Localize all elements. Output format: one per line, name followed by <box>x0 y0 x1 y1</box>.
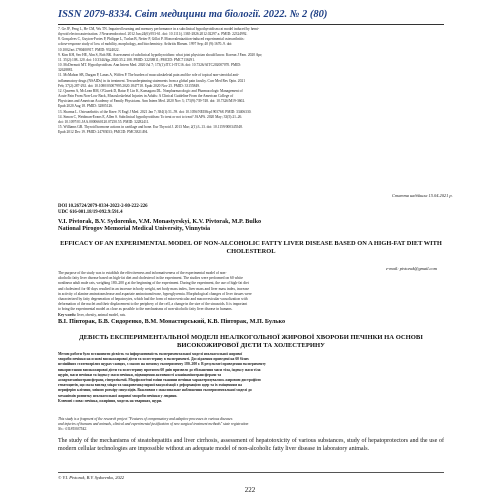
abstract-ua-line: використання високожирової дієти та холестерину протягом 60 днів призвело до збільшення маси тіла, індексу маси тіла <box>58 367 261 372</box>
reference-line: 32628881. <box>58 68 74 73</box>
doi-block <box>58 204 148 216</box>
reference-line: 15. Williams GR. Thyroid hormone actions in cartilage and bone. Eur Thyroid J. 2013 Mar; 2(1):3–13. doi: 10.1159/000345548. <box>58 124 243 129</box>
page-number: 222 <box>244 486 256 494</box>
funding-note-line: No.: 0118U007542. <box>58 427 88 432</box>
reference-line: Epub 2012 Dec 19. PMID: 24783033; PMCID: PMC3821494. <box>58 130 149 135</box>
reference-line: 8. Gonçalves C, Guyton-Fortes P, Philippe L, Turlan B, Neiter P, Gillot P. Monovalentazition-induced experimental osteoarthritis: <box>58 37 245 42</box>
reference-line: 10. McDermott MT. Hypothyroidism. Ann Intern Med. 2020 Jul 7; 173(1):ITC1-ITC16. doi: 10.7326/AITC202007070. PMID: <box>58 63 242 68</box>
abstract-en-line: The purpose of the study was to establish the effectiveness and informativeness of the experimental model of non- <box>58 271 227 275</box>
abstract-en-line: characterized by fatty degeneration of hepatocytes, which had the form of microvesicular and macrovesicular vacuolization with <box>58 297 248 302</box>
journal-header: ISSN 2079-8334. Світ медицини та біології. 2022. № 2 (80) <box>58 6 444 25</box>
authors-ua: В.І. Півторак, Б.В. Сидоренко, В.М. Монастирський, К.В. Півторак, М.П. Булько <box>58 318 286 325</box>
reference-line: thyroid electrocauterisation. J Neuroendocrinol. 2012 Jun;24(6):953-61. doi: 10.1111/j.1365-2826.2012.02297.x. PMID: 22324992. <box>58 32 248 37</box>
copyright: © V.I. Pivtorak, B.V. Sydorenko, 2022 <box>58 475 125 480</box>
abstract-en-line: in activity of alanine aminotransferase and aspartate aminotransferase, hyperglycemia. Morphological changes of liver tissues were <box>58 291 252 296</box>
reference-line: 13. Sharma L. Osteoarthritis of the Knee. N Engl J Med. 2021 Jan 7; 384(1):51–59. doi: 10.1056/NEJMcp1903768. PMID: 33406330. <box>58 109 252 114</box>
reference-list <box>58 27 448 135</box>
keywords-ua-value: печінка, ожиріння, модель на тваринах, щури. <box>84 398 163 403</box>
reference-line: doi: 10.1097/01.JAA.0000660120.07250.55. PMID: 32282411. <box>58 119 150 124</box>
body-paragraph: The study of the mechanisms of steatohepatitis and liver cirrhosis, assessment of hepatotoxicity of various substances, study of hepatoprotectors and the use of modern cellular technologies are impossible without an adequate model of non-alcoholic fatty liver disease in laboratory animals. <box>58 438 444 452</box>
reference-line: inflammatory drugs (NSAIDs) in its treatment. Ten underpinning statements from a global pain faculty. Curr Med Res Opin. 2021 <box>58 78 245 83</box>
email: e-mail: pivtorak@gmail.com <box>386 266 437 271</box>
reference-line: 10.1002/art.1780400917. PMID: 9324022. <box>58 47 120 52</box>
authors-en-block <box>58 218 444 233</box>
abstract-ua-line: щурів, маси печінки та індексу маси печінки, підвищення активності аланінамінотрансферази та <box>58 372 222 377</box>
abstract-ua-line: Метою роботи було встановити дієвість та інформативність експериментальної моделі неалкогольної жирової <box>58 352 243 356</box>
abstract-en-line: deformation of the nuclei and their displacement to the periphery of the cell, a change in the size of the sinusoids. It is important <box>58 302 248 307</box>
keywords-en-label: Key words: <box>58 312 78 317</box>
reference-line: 12. Qaseem A, McLean RM, O'Gurek D, Batur P, Lin K, Kansagara DL. Nonpharmacologic and Pharmacologic Management of <box>58 88 243 93</box>
keywords-en-value: liver, obesity, animal model, rats. <box>77 312 127 317</box>
authors-en: V.I. Pivtorak, B.V. Sydorenko, V.M. Monastyrskyi, K.V. Pivtorak, M.P. Bulko <box>58 218 262 225</box>
reference-line: Feb; 37(2):287-292. doi: 10.1080/03007995.2020.1847718. Epub 2020 Nov 25. PMID: 33155849. <box>58 83 200 88</box>
affiliation-en: National Pirogov Memorial Medical University, Vinnytsia <box>58 225 211 233</box>
reference-line: 9. Kim KH, Seo HE, Ahn S, Boh BK. Assessment of subclinical hypothyroidism: what joint physician should know. Korean J Fam. 2020 Apr; <box>58 52 263 57</box>
keywords-ua-label: Ключові слова: <box>58 398 85 403</box>
abstract-en-line: and cholesterol for 60 days resulted in an increase in body weight, net body mass index, liver mass and liver mass index, increase <box>58 286 249 291</box>
reference-line: Physicians and American Academy of Family Physicians. Ann Intern Med. 2020 Nov 3; 173(9):739-748. doi: 10.7326/M19-3602. <box>58 99 246 104</box>
footer-divider <box>58 472 444 473</box>
abstract-en-line: to bring the experimental model as close as possible to the mechanisms of non-alcoholic fatty liver disease in humans. <box>58 307 233 312</box>
udc: UDC 616-001.18/19-092.9:591.4 <box>58 210 123 215</box>
abstract-ua-line: механізмів розвитку неалкогольної жирової хвороби печінки у людини. <box>58 393 178 398</box>
funding-note-line: and injuries of humans and animals, clinical and experimental justification of new surgical treatment methods" state registration <box>58 422 249 427</box>
abstract-ua-line: аспартатамінотрансферази, гіперглікемії. Морфологічні зміни тканини печінки характеризувались жировою дистрофією <box>58 378 261 383</box>
reference-line: a dose-response study of loss of mobility, morphology, and biochemistry. Arthritis Rheum. 1997 Sep; 40 (9):1670–9. doi: <box>58 42 233 47</box>
reference-line: 11. McMahon SB, Dargan P, Lanas A, Wiffen P. The burden of musculoskeletal pain and the role of topical non-steroidal anti- <box>58 73 240 78</box>
reference-line: Acute Pain From Non-Low Back, Musculoskeletal Injuries in Adults: A Clinical Guideline From the American College of <box>58 94 234 99</box>
title-en: EFFICACY OF AN EXPERIMENTAL MODEL OF NON-ALCOHOLIC FATTY LIVER DISEASE BASED ON A HIGH-FAT DIET WITH CHOLESTEROL <box>60 240 442 255</box>
reference-line: 7. Ge JF, Peng L, He CM, Wu TN. Impaired learning and memory performance in a subclinical hypothyroidism rat model induced by hemi- <box>58 27 260 31</box>
abstract-ua-line: периферію клітини, зміною розміру синусоїдів. Важливим є максимальне наближення експериментальної моделі до <box>58 388 252 393</box>
abstract-en-line: alcoholic fatty liver disease based on high-fat diet and cholesterol in the experiment. The studies were performed on 60 white <box>58 276 243 281</box>
abstract-ua-line: хвороби печінки на основі високожирової дієти та холестерину в експерименті. Дослідження проведені на 60 білих <box>58 357 249 362</box>
abstract-ua-line: нелінійних статевозрілих щурах-самцях, з масою на початку експерименту 180–200 г. В результаті проведення експерименту <box>58 362 266 367</box>
doi: DOI 10.26724/2079-8334-2022-2-80-222-226 <box>58 204 148 209</box>
received-date: Стаття надійшла 15.04.2021 р. <box>392 193 453 198</box>
reference-line: 14. Simon C, Weidman-Evans E, Allen S. Subclinical hypothyroidism: To treat or not to treat? JAAPA. 2020 May; 33(5):21–26. <box>58 114 243 119</box>
abstract-ua <box>58 352 444 404</box>
abstract-en-line: nonlinear adult male rats, weighing 180–200 g at the beginning of the experiment. During the experiment, the use of high-fat diet <box>58 281 249 286</box>
reference-line: Epub 2020 Aug 18. PMID: 32805126. <box>58 104 114 109</box>
abstract-ua-line: гепатоцитів, що мала вигляд мікро та макровезикулярної вакуолізації з деформацією ядер та їх зміщенням на <box>58 383 243 388</box>
keywords-ua-line <box>58 399 444 404</box>
funding-note-line: This study is a fragment of the research project "Features of compensatory and adaptive processes in various diseases <box>58 417 233 421</box>
reference-line: 11. 35(2):108–120. doi: 10.3344/kjp.2020.35.2.108. PMID: 32238811; PMCID: PMC7136291. <box>58 57 195 62</box>
funding-note <box>58 417 444 433</box>
title-ua: ДЕВІСТЬ ЕКСПЕРИМЕНТАЛЬНОЇ МОДЕЛІ НЕАЛКОГОЛЬНОЇ ЖИРОВОЇ ХВОРОБИ ПЕЧІНКИ НА ОСНОВІ ВИСОКОЖИРОВОЇ ДІЄТИ ТА ХОЛЕСТЕРИНУ <box>79 334 423 349</box>
abstract-en <box>58 271 444 318</box>
